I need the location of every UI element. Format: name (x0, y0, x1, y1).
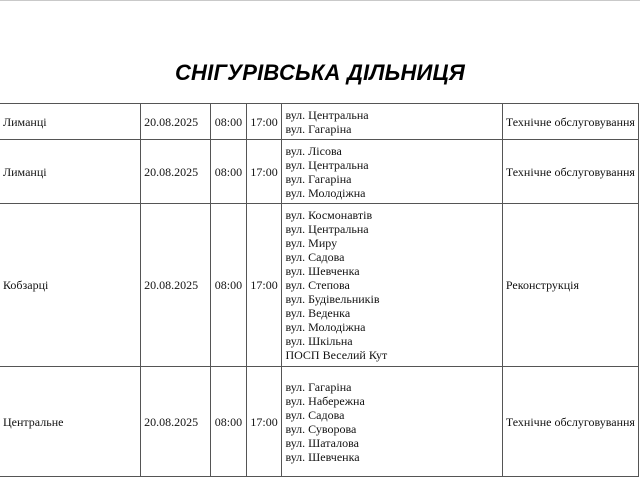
street-item: вул. Будівельників (285, 292, 380, 306)
street-item: вул. Веденка (285, 306, 351, 320)
date-cell: 20.08.2025 (141, 104, 211, 140)
settlement-cell: Центральне (0, 367, 141, 477)
street-item: вул. Садова (285, 407, 345, 422)
work-type-cell: Технічне обслуговування (502, 104, 638, 140)
streets-cell (282, 104, 502, 140)
streets-cell (282, 204, 502, 367)
street-item: вул. Шкільна (285, 334, 353, 348)
street-item: вул. Шевченка (285, 449, 360, 464)
work-type-cell: Реконструкція (502, 204, 638, 367)
date-cell: 20.08.2025 (141, 140, 211, 204)
time-from-cell: 08:00 (211, 204, 247, 367)
date-cell: 20.08.2025 (141, 367, 211, 477)
outage-schedule-table (0, 103, 639, 477)
settlement-cell: Лиманці (0, 104, 141, 140)
street-item: вул. Суворова (285, 421, 357, 436)
work-type-cell: Технічне обслуговування (502, 367, 638, 477)
street-item: ПОСП Веселий Кут (285, 348, 388, 362)
street-item: вул. Шаталова (285, 435, 359, 450)
street-item: вул. Центральна (285, 157, 369, 172)
streets-cell (282, 140, 502, 204)
settlement-cell: Кобзарці (0, 204, 141, 367)
work-type-cell: Технічне обслуговування (502, 140, 638, 204)
street-item: вул. Гагаріна (285, 379, 352, 394)
street-item: вул. Космонавтів (285, 208, 373, 222)
street-item: вул. Центральна (285, 222, 369, 236)
street-item: вул. Молодіжна (285, 185, 366, 200)
street-item: вул. Молодіжна (285, 320, 366, 334)
settlement-cell: Лиманці (0, 140, 141, 204)
top-border-line (0, 0, 640, 1)
table-row (0, 140, 639, 204)
street-item: вул. Миру (285, 236, 338, 250)
table-row (0, 204, 639, 367)
street-item: вул. Степова (285, 278, 350, 292)
time-to-cell: 17:00 (246, 204, 282, 367)
page-title: СНІГУРІВСЬКА ДІЛЬНИЦЯ (174, 60, 466, 85)
schedule-body (0, 104, 639, 477)
time-to-cell: 17:00 (246, 140, 282, 204)
table-row (0, 104, 639, 140)
street-item: вул. Гагаріна (285, 171, 352, 186)
time-to-cell: 17:00 (246, 104, 282, 140)
streets-cell (282, 367, 502, 477)
street-item: вул. Лісова (285, 143, 342, 158)
time-from-cell: 08:00 (211, 140, 247, 204)
table-row (0, 367, 639, 477)
street-item: вул. Центральна (285, 107, 369, 122)
time-from-cell: 08:00 (211, 367, 247, 477)
time-to-cell: 17:00 (246, 367, 282, 477)
street-item: вул. Садова (285, 250, 345, 264)
time-from-cell: 08:00 (211, 104, 247, 140)
street-item: вул. Гагаріна (285, 121, 352, 136)
street-item: вул. Набережна (285, 393, 365, 408)
date-cell: 20.08.2025 (141, 204, 211, 367)
street-item: вул. Шевченка (285, 264, 360, 278)
